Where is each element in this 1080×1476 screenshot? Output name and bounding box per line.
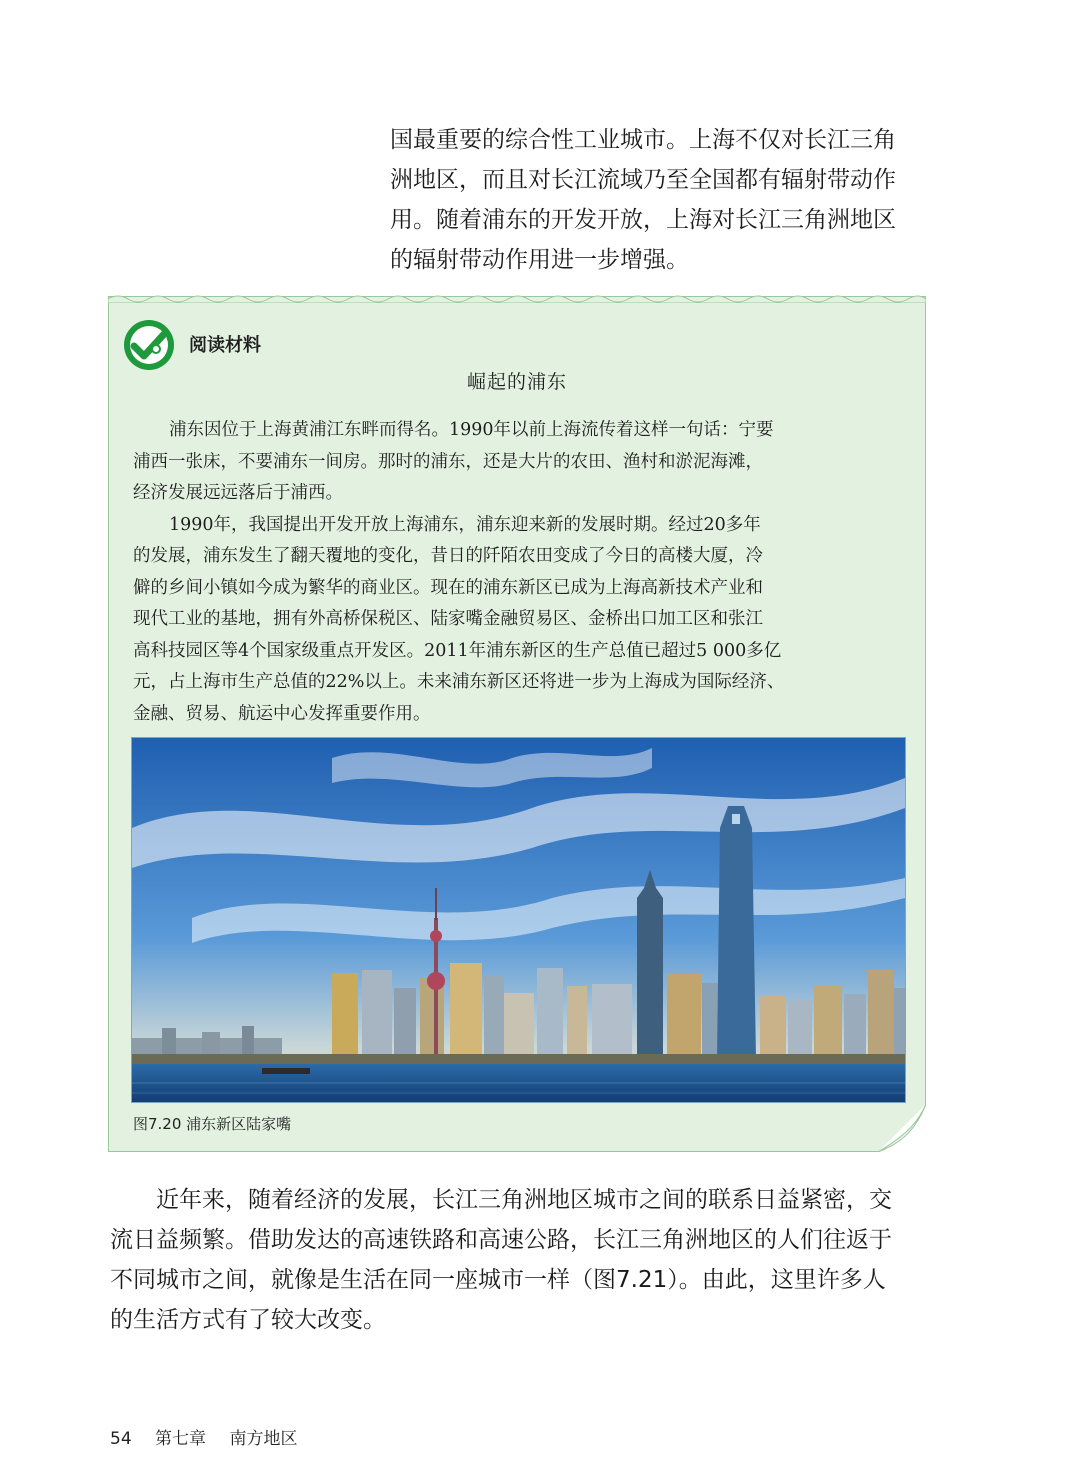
text-line: 金融、贸易、航运中心发挥重要作用。 xyxy=(133,703,431,724)
lujiazui-skyline-photo xyxy=(131,737,906,1103)
text-line: 流日益频繁。借助发达的高速铁路和高速公路，长江三角洲地区的人们往返于 xyxy=(110,1227,892,1253)
article-body xyxy=(133,415,913,730)
page-fold-decoration xyxy=(878,1104,926,1152)
top-paragraph xyxy=(390,120,950,280)
text-line: 现代工业的基地，拥有外高桥保税区、陆家嘴金融贸易区、金桥出口加工区和张江 xyxy=(133,609,763,629)
torn-edge-decoration xyxy=(108,291,926,303)
page-number: 54 xyxy=(110,1429,132,1449)
bottom-paragraph xyxy=(110,1180,940,1340)
text-line: 近年来，随着经济的发展，长江三角洲地区城市之间的联系日益紧密，交 xyxy=(156,1187,892,1213)
text-line: 经济发展远远落后于浦西。 xyxy=(133,483,343,503)
reading-material-label: 阅读材料 xyxy=(189,335,261,356)
text-line: 的生活方式有了较大改变。 xyxy=(110,1307,386,1333)
text-line: 元，占上海市生产总值的22%以上。未来浦东新区还将进一步为上海成为国际经济、 xyxy=(133,672,785,692)
reading-material-box xyxy=(108,296,926,1152)
section-label: 南方地区 xyxy=(229,1429,298,1449)
text-line: 用。随着浦东的开发开放，上海对长江三角洲地区 xyxy=(390,207,896,233)
text-line: 浦东因位于上海黄浦江东畔而得名。1990年以前上海流传着这样一句话：宁要 xyxy=(169,420,774,440)
text-line: 浦西一张床，不要浦东一间房。那时的浦东，还是大片的农田、渔村和淤泥海滩， xyxy=(133,451,763,472)
page-footer xyxy=(110,1424,297,1449)
text-line: 的辐射带动作用进一步增强。 xyxy=(390,247,689,273)
text-line: 的发展，浦东发生了翻天覆地的变化，昔日的阡陌农田变成了今日的高楼大厦，冷 xyxy=(133,546,763,566)
text-line: 国最重要的综合性工业城市。上海不仅对长江三角 xyxy=(390,127,896,153)
chapter-label: 第七章 xyxy=(155,1429,207,1449)
text-line: 僻的乡间小镇如今成为繁华的商业区。现在的浦东新区已成为上海高新技术产业和 xyxy=(133,577,763,598)
article-title: 崛起的浦东 xyxy=(466,371,567,393)
reading-material-icon xyxy=(123,319,175,371)
text-line: 洲地区，而且对长江流域乃至全国都有辐射带动作 xyxy=(390,167,896,193)
text-line: 1990年，我国提出开发开放上海浦东，浦东迎来新的发展时期。经过20多年 xyxy=(169,514,761,535)
text-line: 不同城市之间，就像是生活在同一座城市一样（图7.21）。由此，这里许多人 xyxy=(110,1267,886,1293)
figure-caption: 图7.20 浦东新区陆家嘴 xyxy=(133,1115,292,1133)
text-line: 高科技园区等4个国家级重点开发区。2011年浦东新区的生产总值已超过5 000多亿 xyxy=(133,640,782,661)
